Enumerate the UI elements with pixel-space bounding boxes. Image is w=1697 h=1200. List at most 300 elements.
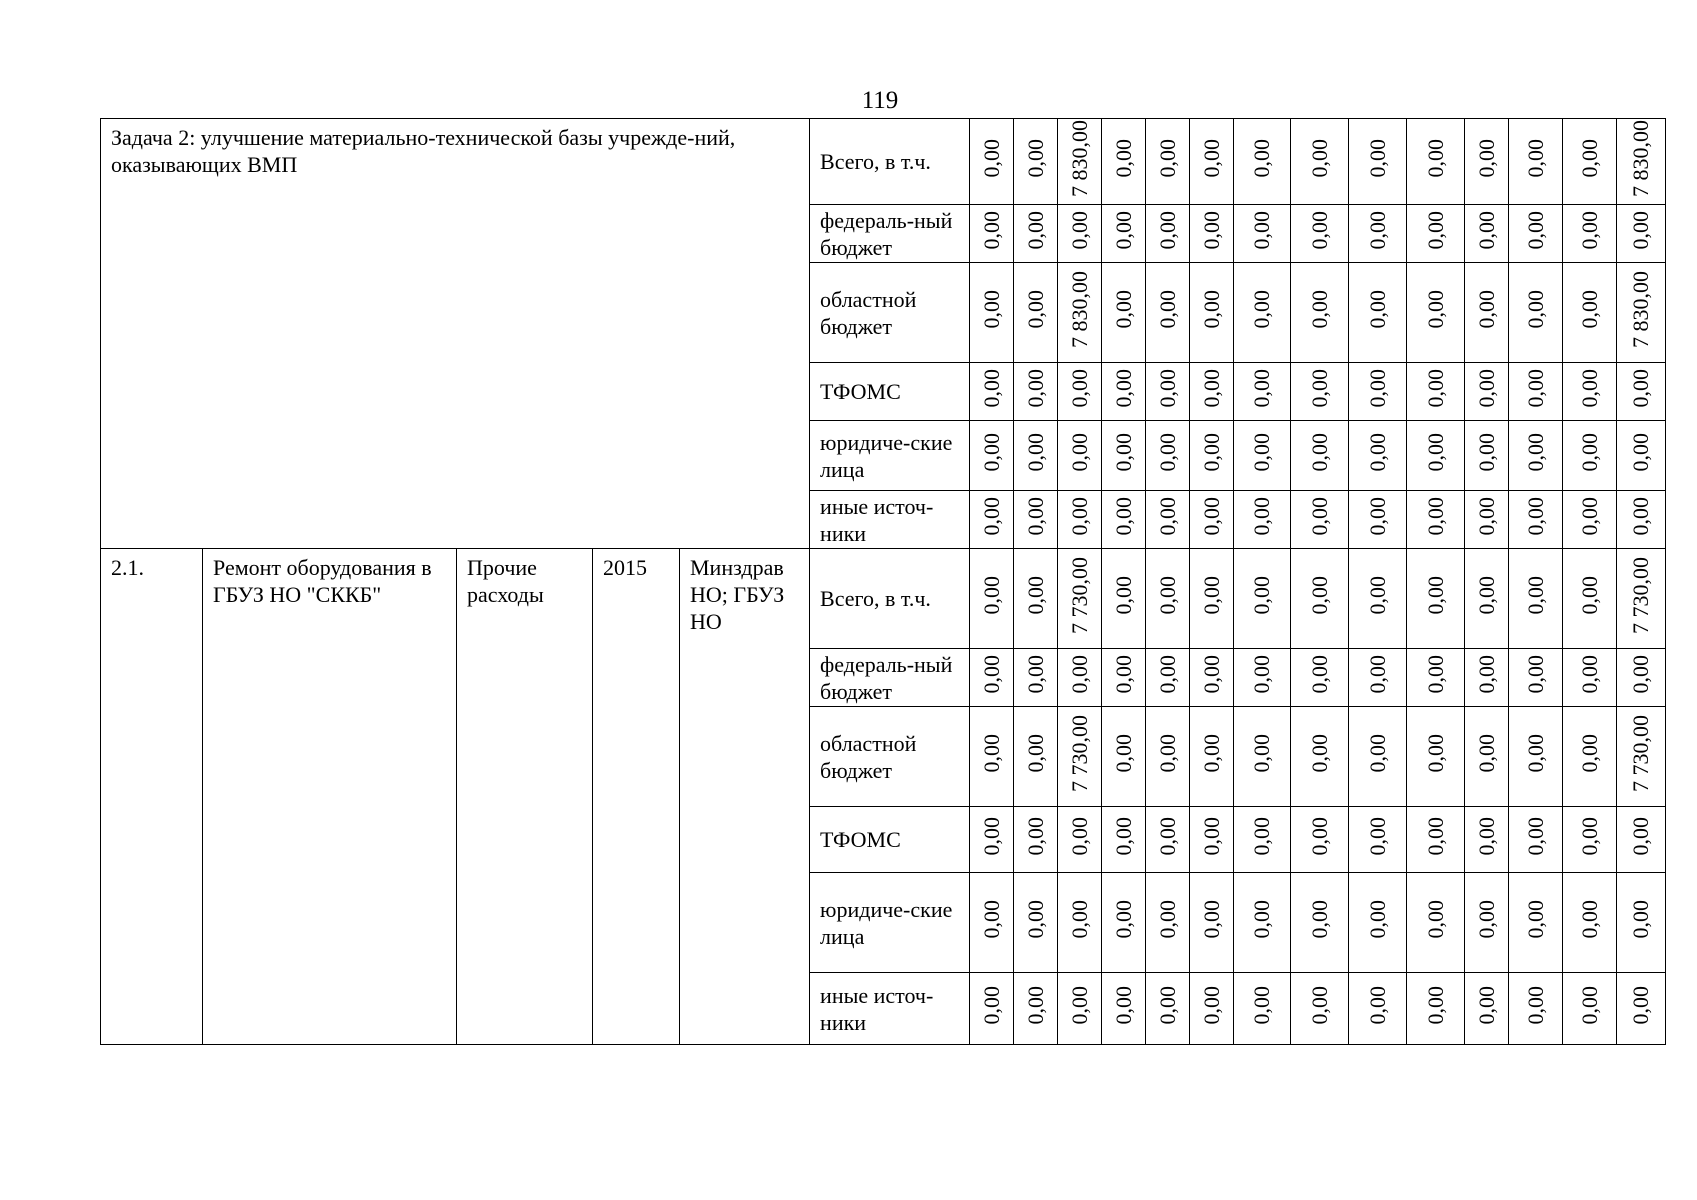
amount-cell xyxy=(1465,363,1509,421)
amount-cell xyxy=(1349,973,1407,1045)
amount-value: 0,00 xyxy=(978,433,1004,472)
amount-value: 0,00 xyxy=(1473,290,1499,329)
amount-cell xyxy=(1014,205,1058,263)
amount-cell xyxy=(970,119,1014,205)
amount-value: 0,00 xyxy=(1066,369,1092,408)
amount-value: 0,00 xyxy=(1576,433,1602,472)
amount-value: 0,00 xyxy=(1110,576,1136,615)
amount-value: 0,00 xyxy=(1522,576,1548,615)
amount-cell xyxy=(1058,649,1102,707)
amount-value: 0,00 xyxy=(1522,817,1548,856)
amount-value: 0,00 xyxy=(1306,497,1332,536)
amount-cell xyxy=(1465,807,1509,873)
amount-cell xyxy=(1563,205,1617,263)
amount-cell xyxy=(970,491,1014,549)
amount-value: 0,00 xyxy=(1473,211,1499,250)
amount-cell xyxy=(1563,549,1617,649)
amount-cell xyxy=(1014,421,1058,491)
amount-value: 0,00 xyxy=(1364,655,1390,694)
amount-value: 0,00 xyxy=(1364,433,1390,472)
amount-cell xyxy=(1563,973,1617,1045)
amount-cell xyxy=(1465,707,1509,807)
amount-cell xyxy=(1465,205,1509,263)
amount-value: 0,00 xyxy=(1198,900,1224,939)
amount-cell xyxy=(1102,873,1146,973)
amount-cell xyxy=(970,707,1014,807)
amount-cell xyxy=(1617,649,1666,707)
amount-cell xyxy=(1190,649,1234,707)
amount-value: 0,00 xyxy=(1422,369,1448,408)
amount-value: 0,00 xyxy=(1473,369,1499,408)
amount-cell xyxy=(1407,119,1465,205)
amount-cell xyxy=(1014,649,1058,707)
amount-cell xyxy=(1349,119,1407,205)
amount-value: 0,00 xyxy=(1628,211,1654,250)
amount-value: 0,00 xyxy=(1249,433,1275,472)
amount-cell xyxy=(1407,873,1465,973)
amount-cell xyxy=(1349,491,1407,549)
amount-cell xyxy=(970,549,1014,649)
amount-cell xyxy=(1234,973,1291,1045)
amount-cell xyxy=(1146,421,1190,491)
amount-value: 0,00 xyxy=(1522,369,1548,408)
funding-source-cell: юридиче-ские лица xyxy=(810,873,970,973)
amount-value: 0,00 xyxy=(1422,655,1448,694)
amount-value: 0,00 xyxy=(1306,369,1332,408)
amount-value: 0,00 xyxy=(1154,986,1180,1025)
amount-cell xyxy=(970,421,1014,491)
amount-cell xyxy=(1234,363,1291,421)
amount-value: 0,00 xyxy=(1198,211,1224,250)
amount-value: 0,00 xyxy=(978,655,1004,694)
amount-cell xyxy=(1014,119,1058,205)
amount-cell xyxy=(1349,549,1407,649)
amount-cell xyxy=(1465,873,1509,973)
amount-value: 0,00 xyxy=(1066,900,1092,939)
amount-value: 0,00 xyxy=(1306,576,1332,615)
amount-cell xyxy=(1102,649,1146,707)
amount-cell xyxy=(1234,549,1291,649)
amount-value: 0,00 xyxy=(978,290,1004,329)
amount-cell xyxy=(1509,707,1563,807)
amount-cell xyxy=(1014,707,1058,807)
amount-cell xyxy=(1291,491,1349,549)
amount-value: 0,00 xyxy=(1022,433,1048,472)
amount-cell xyxy=(970,807,1014,873)
amount-cell xyxy=(1407,263,1465,363)
amount-cell xyxy=(1058,973,1102,1045)
amount-value: 0,00 xyxy=(1364,369,1390,408)
amount-cell xyxy=(1234,119,1291,205)
amount-value: 0,00 xyxy=(1522,734,1548,773)
amount-cell xyxy=(1563,119,1617,205)
amount-value: 0,00 xyxy=(1628,655,1654,694)
amount-value: 0,00 xyxy=(1576,211,1602,250)
amount-value: 0,00 xyxy=(1154,433,1180,472)
amount-value: 0,00 xyxy=(978,986,1004,1025)
amount-cell xyxy=(1617,707,1666,807)
amount-cell xyxy=(1349,873,1407,973)
amount-cell xyxy=(1617,205,1666,263)
amount-value: 0,00 xyxy=(1576,817,1602,856)
amount-value: 0,00 xyxy=(1066,655,1092,694)
amount-value: 0,00 xyxy=(1473,576,1499,615)
amount-cell xyxy=(1234,649,1291,707)
amount-cell xyxy=(1014,873,1058,973)
funding-source-cell: Всего, в т.ч. xyxy=(810,549,970,649)
amount-cell xyxy=(1563,491,1617,549)
amount-value: 0,00 xyxy=(1249,369,1275,408)
amount-cell xyxy=(1349,363,1407,421)
amount-cell xyxy=(1509,549,1563,649)
amount-cell xyxy=(1146,649,1190,707)
amount-value: 0,00 xyxy=(1249,900,1275,939)
amount-value: 0,00 xyxy=(1066,211,1092,250)
funding-source-cell: иные источ-ники xyxy=(810,973,970,1045)
amount-value: 0,00 xyxy=(1422,734,1448,773)
amount-cell xyxy=(1190,549,1234,649)
amount-cell xyxy=(1465,491,1509,549)
amount-value: 0,00 xyxy=(1306,655,1332,694)
amount-cell xyxy=(1014,549,1058,649)
amount-value: 0,00 xyxy=(1198,433,1224,472)
amount-value: 0,00 xyxy=(1628,433,1654,472)
amount-value: 0,00 xyxy=(1249,211,1275,250)
amount-cell xyxy=(1509,973,1563,1045)
amount-cell xyxy=(1058,263,1102,363)
amount-cell xyxy=(1190,973,1234,1045)
amount-value: 0,00 xyxy=(978,497,1004,536)
amount-value: 0,00 xyxy=(1154,655,1180,694)
amount-value: 0,00 xyxy=(1306,139,1332,178)
amount-value: 7 830,00 xyxy=(1066,120,1092,197)
amount-cell xyxy=(1190,873,1234,973)
amount-cell xyxy=(1014,973,1058,1045)
amount-cell xyxy=(1509,363,1563,421)
amount-cell xyxy=(1563,807,1617,873)
amount-value: 0,00 xyxy=(1364,576,1390,615)
amount-cell xyxy=(1407,549,1465,649)
amount-value: 0,00 xyxy=(1576,290,1602,329)
amount-cell xyxy=(1563,649,1617,707)
amount-value: 7 730,00 xyxy=(1066,557,1092,634)
funding-source-cell: юридиче-ские лица xyxy=(810,421,970,491)
task-row xyxy=(101,119,1666,205)
amount-cell xyxy=(1291,363,1349,421)
amount-cell xyxy=(1291,973,1349,1045)
amount-value: 0,00 xyxy=(1154,817,1180,856)
amount-value: 0,00 xyxy=(1576,497,1602,536)
amount-value: 0,00 xyxy=(1576,139,1602,178)
amount-value: 0,00 xyxy=(1154,211,1180,250)
amount-cell xyxy=(1146,549,1190,649)
amount-cell xyxy=(1291,119,1349,205)
amount-value: 0,00 xyxy=(1110,369,1136,408)
amount-cell xyxy=(1058,491,1102,549)
amount-cell xyxy=(970,263,1014,363)
amount-value: 0,00 xyxy=(1576,369,1602,408)
amount-value: 0,00 xyxy=(1473,734,1499,773)
amount-cell xyxy=(1190,263,1234,363)
funding-source-cell: ТФОМС xyxy=(810,807,970,873)
amount-cell xyxy=(1234,205,1291,263)
amount-value: 0,00 xyxy=(1249,139,1275,178)
amount-value: 0,00 xyxy=(1022,211,1048,250)
amount-cell xyxy=(1146,263,1190,363)
amount-value: 0,00 xyxy=(1364,290,1390,329)
amount-value: 0,00 xyxy=(1473,497,1499,536)
amount-cell xyxy=(1190,807,1234,873)
amount-cell xyxy=(1291,549,1349,649)
amount-value: 0,00 xyxy=(1473,986,1499,1025)
amount-cell xyxy=(1102,421,1146,491)
funding-source-cell: Всего, в т.ч. xyxy=(810,119,970,205)
amount-cell xyxy=(1190,363,1234,421)
amount-value: 0,00 xyxy=(978,817,1004,856)
funding-source-cell: областной бюджет xyxy=(810,263,970,363)
funding-source-cell: федераль-ный бюджет xyxy=(810,205,970,263)
amount-cell xyxy=(1058,119,1102,205)
amount-value: 0,00 xyxy=(978,211,1004,250)
amount-cell xyxy=(1465,263,1509,363)
amount-cell xyxy=(1146,491,1190,549)
amount-cell xyxy=(1407,205,1465,263)
amount-value: 0,00 xyxy=(1022,734,1048,773)
amount-value: 0,00 xyxy=(1198,290,1224,329)
item-number-cell: 2.1. xyxy=(101,549,203,1045)
amount-value: 0,00 xyxy=(1110,900,1136,939)
amount-cell xyxy=(1563,363,1617,421)
amount-value: 0,00 xyxy=(1110,497,1136,536)
amount-cell xyxy=(1058,205,1102,263)
amount-value: 0,00 xyxy=(1306,986,1332,1025)
amount-value: 0,00 xyxy=(1198,497,1224,536)
amount-cell xyxy=(1014,363,1058,421)
amount-value: 0,00 xyxy=(1249,817,1275,856)
amount-cell xyxy=(970,205,1014,263)
amount-cell xyxy=(1617,263,1666,363)
amount-value: 0,00 xyxy=(1022,369,1048,408)
amount-value: 0,00 xyxy=(1022,139,1048,178)
amount-value: 0,00 xyxy=(1522,497,1548,536)
amount-cell xyxy=(1234,421,1291,491)
amount-value: 7 730,00 xyxy=(1628,715,1654,792)
amount-value: 0,00 xyxy=(1422,497,1448,536)
amount-value: 0,00 xyxy=(1364,986,1390,1025)
task-title-cell: Задача 2: улучшение материально-технической базы учрежде-ний, оказывающих ВМП xyxy=(101,119,810,549)
amount-cell xyxy=(1407,491,1465,549)
amount-value: 0,00 xyxy=(978,734,1004,773)
amount-cell xyxy=(1102,491,1146,549)
amount-cell xyxy=(970,649,1014,707)
amount-value: 0,00 xyxy=(1473,655,1499,694)
amount-value: 0,00 xyxy=(1473,817,1499,856)
amount-cell xyxy=(1407,363,1465,421)
amount-cell xyxy=(1234,491,1291,549)
funding-source-cell: иные источ-ники xyxy=(810,491,970,549)
amount-cell xyxy=(1102,205,1146,263)
amount-value: 0,00 xyxy=(1628,817,1654,856)
amount-cell xyxy=(1349,263,1407,363)
amount-value: 0,00 xyxy=(1022,576,1048,615)
amount-value: 0,00 xyxy=(1364,497,1390,536)
amount-value: 0,00 xyxy=(1066,433,1092,472)
amount-value: 0,00 xyxy=(1628,986,1654,1025)
amount-cell xyxy=(1617,807,1666,873)
item-name-cell: Ремонт оборудования в ГБУЗ НО "СККБ" xyxy=(203,549,457,1045)
amount-cell xyxy=(1058,873,1102,973)
amount-cell xyxy=(1563,421,1617,491)
amount-cell xyxy=(1190,707,1234,807)
amount-value: 0,00 xyxy=(1066,497,1092,536)
amount-value: 0,00 xyxy=(1364,734,1390,773)
amount-cell xyxy=(1291,205,1349,263)
amount-cell xyxy=(1102,807,1146,873)
amount-cell xyxy=(1190,205,1234,263)
amount-cell xyxy=(1291,707,1349,807)
amount-cell xyxy=(1146,119,1190,205)
amount-value: 0,00 xyxy=(1249,576,1275,615)
amount-value: 0,00 xyxy=(1249,734,1275,773)
amount-value: 0,00 xyxy=(1522,655,1548,694)
amount-value: 0,00 xyxy=(1576,986,1602,1025)
amount-value: 0,00 xyxy=(1198,576,1224,615)
amount-value: 0,00 xyxy=(1066,986,1092,1025)
amount-value: 0,00 xyxy=(1198,369,1224,408)
amount-cell xyxy=(1509,807,1563,873)
amount-cell xyxy=(1563,707,1617,807)
amount-cell xyxy=(1349,205,1407,263)
amount-value: 0,00 xyxy=(1422,139,1448,178)
funding-source-cell: областной бюджет xyxy=(810,707,970,807)
amount-value: 0,00 xyxy=(1154,139,1180,178)
amount-cell xyxy=(1407,807,1465,873)
amount-cell xyxy=(1102,263,1146,363)
amount-cell xyxy=(1509,491,1563,549)
amount-value: 0,00 xyxy=(1522,290,1548,329)
amount-value: 0,00 xyxy=(1364,817,1390,856)
budget-table xyxy=(100,118,1666,1045)
expense-type-cell: Прочие расходы xyxy=(457,549,593,1045)
amount-value: 0,00 xyxy=(1110,433,1136,472)
amount-value: 0,00 xyxy=(1522,900,1548,939)
amount-cell xyxy=(1349,807,1407,873)
amount-value: 0,00 xyxy=(1154,497,1180,536)
amount-cell xyxy=(1563,873,1617,973)
amount-value: 0,00 xyxy=(1306,290,1332,329)
amount-value: 0,00 xyxy=(1306,900,1332,939)
amount-value: 0,00 xyxy=(1110,655,1136,694)
amount-cell xyxy=(1509,649,1563,707)
amount-value: 0,00 xyxy=(1422,211,1448,250)
amount-value: 0,00 xyxy=(1022,900,1048,939)
amount-cell xyxy=(1291,873,1349,973)
amount-value: 0,00 xyxy=(1576,655,1602,694)
amount-cell xyxy=(1190,421,1234,491)
amount-value: 0,00 xyxy=(1110,211,1136,250)
amount-value: 0,00 xyxy=(1473,900,1499,939)
amount-cell xyxy=(1190,491,1234,549)
amount-value: 0,00 xyxy=(1576,734,1602,773)
funding-source-cell: ТФОМС xyxy=(810,363,970,421)
amount-value: 0,00 xyxy=(1198,734,1224,773)
amount-value: 0,00 xyxy=(978,900,1004,939)
item-row xyxy=(101,549,1666,649)
executor-cell: Минздрав НО; ГБУЗ НО xyxy=(680,549,810,1045)
amount-cell xyxy=(1617,119,1666,205)
amount-value: 0,00 xyxy=(1249,986,1275,1025)
amount-value: 0,00 xyxy=(1628,369,1654,408)
amount-cell xyxy=(1465,549,1509,649)
amount-value: 0,00 xyxy=(1110,734,1136,773)
amount-cell xyxy=(1349,649,1407,707)
amount-cell xyxy=(1291,649,1349,707)
amount-value: 0,00 xyxy=(1066,817,1092,856)
amount-value: 0,00 xyxy=(1576,900,1602,939)
amount-cell xyxy=(1190,119,1234,205)
amount-cell xyxy=(1349,707,1407,807)
amount-value: 0,00 xyxy=(1154,369,1180,408)
amount-value: 0,00 xyxy=(1110,290,1136,329)
amount-cell xyxy=(1465,649,1509,707)
amount-value: 0,00 xyxy=(1198,986,1224,1025)
amount-value: 0,00 xyxy=(1522,986,1548,1025)
amount-value: 7 830,00 xyxy=(1628,120,1654,197)
amount-cell xyxy=(1146,807,1190,873)
amount-cell xyxy=(1146,363,1190,421)
amount-cell xyxy=(1617,363,1666,421)
amount-cell xyxy=(1234,807,1291,873)
amount-value: 0,00 xyxy=(1364,211,1390,250)
amount-value: 0,00 xyxy=(1154,734,1180,773)
amount-cell xyxy=(1465,421,1509,491)
amount-value: 0,00 xyxy=(978,369,1004,408)
amount-cell xyxy=(1146,973,1190,1045)
amount-cell xyxy=(1563,263,1617,363)
amount-cell xyxy=(1509,119,1563,205)
amount-cell xyxy=(1058,363,1102,421)
amount-cell xyxy=(1349,421,1407,491)
amount-value: 7 730,00 xyxy=(1066,715,1092,792)
amount-value: 0,00 xyxy=(1522,433,1548,472)
amount-value: 0,00 xyxy=(1628,900,1654,939)
amount-cell xyxy=(1407,649,1465,707)
amount-cell xyxy=(1234,873,1291,973)
amount-cell xyxy=(970,363,1014,421)
amount-cell xyxy=(1617,491,1666,549)
amount-value: 0,00 xyxy=(1473,139,1499,178)
year-cell: 2015 xyxy=(593,549,680,1045)
amount-value: 0,00 xyxy=(1110,139,1136,178)
amount-cell xyxy=(1291,421,1349,491)
amount-cell xyxy=(1509,421,1563,491)
amount-cell xyxy=(1617,973,1666,1045)
amount-value: 0,00 xyxy=(1249,655,1275,694)
amount-cell xyxy=(1509,873,1563,973)
amount-value: 0,00 xyxy=(1022,497,1048,536)
amount-cell xyxy=(1102,707,1146,807)
page-number: 119 xyxy=(861,87,899,114)
amount-cell xyxy=(1102,119,1146,205)
amount-value: 0,00 xyxy=(1022,817,1048,856)
amount-cell xyxy=(1234,263,1291,363)
amount-value: 0,00 xyxy=(1422,986,1448,1025)
amount-cell xyxy=(1617,873,1666,973)
amount-value: 0,00 xyxy=(978,576,1004,615)
amount-value: 0,00 xyxy=(1364,900,1390,939)
amount-cell xyxy=(1407,707,1465,807)
amount-value: 0,00 xyxy=(1522,139,1548,178)
